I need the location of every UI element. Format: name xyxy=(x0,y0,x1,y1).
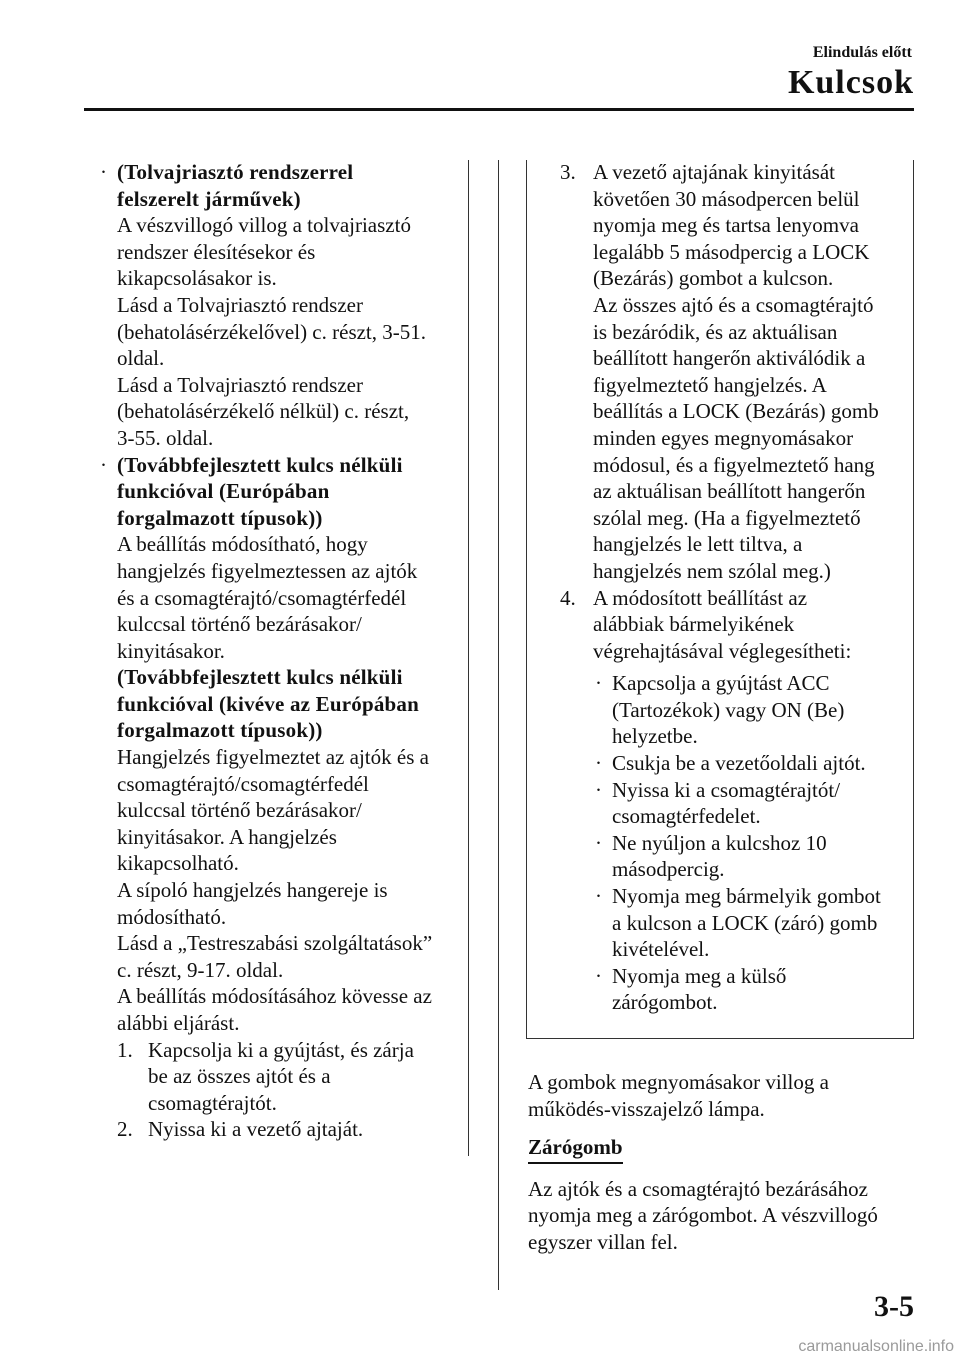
sub-bullet-any-button xyxy=(560,883,908,963)
step-number: 2. xyxy=(117,1117,133,1142)
text-line: végrehajtásával véglegesítheti: xyxy=(593,638,852,663)
bullet-heading: funkcióval (kivéve az Európában xyxy=(117,691,419,716)
text-line: A beállítás módosításához kövesse az xyxy=(117,984,432,1009)
text-line: beállított hangerőn aktiválódik a xyxy=(593,346,866,371)
text-line: csomagtérajtót. xyxy=(148,1090,277,1115)
text-line: Hangjelzés figyelmeztet az ajtók és a xyxy=(117,745,429,770)
text-line: A vezető ajtajának kinyitását xyxy=(593,160,835,184)
section-heading: Zárógomb xyxy=(528,1134,623,1164)
text-line: (behatolásérzékelővel) c. részt, 3-51. xyxy=(117,319,427,344)
text-line: figyelmeztető hangjelzés. A xyxy=(593,372,827,397)
text-line: szólal meg. (Ha a figyelmeztető xyxy=(593,505,861,530)
text-line: Az összes ajtó és a csomagtérajtó xyxy=(593,292,874,317)
text-line: kikapcsolásakor is. xyxy=(117,266,277,291)
step-number: 3. xyxy=(560,160,576,184)
bullet-heading: (Tolvajriasztó rendszerrel xyxy=(117,160,354,184)
step-4 xyxy=(560,585,908,665)
text-line: be az összes ajtót és a xyxy=(148,1064,331,1089)
bullet-dot: · xyxy=(595,671,602,696)
text-line: 3-55. oldal. xyxy=(117,425,214,450)
footer-watermark: carmanualsonline.info xyxy=(798,1338,954,1355)
text-line: legalább 5 másodpercig a LOCK xyxy=(593,239,870,264)
text-line: minden egyes megnyomásakor xyxy=(593,425,854,450)
text-line: beállítás a LOCK (Bezárás) gomb xyxy=(593,399,879,424)
column-divider xyxy=(498,160,499,1290)
text-line: Az ajtók és a csomagtérajtó bezárásához xyxy=(528,1176,868,1201)
text-line: (behatolásérzékelő nélkül) c. részt, xyxy=(117,399,410,424)
text-line: hangjelzés le lett tiltva, a xyxy=(593,532,803,557)
text-line: Kapcsolja a gyújtást ACC xyxy=(612,671,830,696)
bullet-heading: funkcióval (Európában xyxy=(117,479,330,504)
text-line: zárógombot. xyxy=(612,990,718,1015)
step-number: 4. xyxy=(560,585,576,610)
section-label: Elindulás előtt xyxy=(812,44,912,61)
bullet-heading: (Továbbfejlesztett kulcs nélküli xyxy=(117,665,403,690)
text-line: helyzetbe. xyxy=(612,724,698,749)
bullet-dot: · xyxy=(100,452,107,477)
bullet-heading: forgalmazott típusok)) xyxy=(117,718,323,743)
text-line: csomagtérajtó/csomagtérfedél xyxy=(117,771,369,796)
text-line: Nyissa ki a vezető ajtaját. xyxy=(148,1117,364,1142)
text-line: is bezáródik, és az aktuálisan xyxy=(593,319,838,344)
text-line: alábbiak bármelyikének xyxy=(593,612,795,637)
bullet-heading: forgalmazott típusok)) xyxy=(117,505,323,530)
text-line: Kapcsolja ki a gyújtást, és zárja xyxy=(148,1037,414,1062)
right-column xyxy=(560,159,908,1016)
sub-bullet-no-touch xyxy=(560,830,908,883)
text-line: Csukja be a vezetőoldali ajtót. xyxy=(612,751,866,776)
text-line: módosítható. xyxy=(117,904,227,929)
text-line: hangjelzés figyelmeztessen az ajtók xyxy=(117,558,418,583)
text-line: kinyitásakor. A hangjelzés xyxy=(117,824,337,849)
text-line: nyomja meg a zárógombot. A vészvillogó xyxy=(528,1203,878,1228)
text-line: nyomja meg és tartsa lenyomva xyxy=(593,213,859,238)
text-line: követően 30 másodpercen belül xyxy=(593,186,860,211)
text-line: rendszer élesítésekor és xyxy=(117,239,316,264)
text-line: kinyitásakor. xyxy=(117,638,225,663)
text-line: másodpercig. xyxy=(612,857,725,882)
text-line: az aktuálisan beállított hangerőn xyxy=(593,479,866,504)
left-column xyxy=(86,159,464,1143)
text-line: hangjelzés nem szólal meg.) xyxy=(593,558,831,583)
text-line: módosul, és a figyelmeztető hang xyxy=(593,452,875,477)
text-line: Lásd a Tolvajriasztó rendszer xyxy=(117,372,363,397)
sub-bullet-outer-lock xyxy=(560,963,908,1016)
left-column-rule xyxy=(468,160,469,1156)
text-line: Lásd a „Testreszabási szolgáltatások” xyxy=(117,931,433,956)
text-line: Nyissa ki a csomagtérajtót/ xyxy=(612,777,841,802)
text-line: A módosított beállítást az xyxy=(593,585,808,610)
bullet-alarm-vehicles xyxy=(86,159,464,452)
bottom-right-section xyxy=(528,1069,908,1256)
text-line: oldal. xyxy=(117,346,165,371)
text-line: Lásd a Tolvajriasztó rendszer xyxy=(117,292,363,317)
text-line: Nyomja meg bármelyik gombot xyxy=(612,884,881,909)
step-1 xyxy=(86,1037,464,1117)
text-line: (Tartozékok) vagy ON (Be) xyxy=(612,697,845,722)
text-line: kikapcsolható. xyxy=(117,851,239,876)
text-line: a kulcson a LOCK (záró) gomb xyxy=(612,910,878,935)
bullet-dot: · xyxy=(595,884,602,909)
step-3 xyxy=(560,159,908,585)
bullet-heading: (Továbbfejlesztett kulcs nélküli xyxy=(117,452,403,477)
text-line: és a csomagtérajtó/csomagtérfedél xyxy=(117,585,407,610)
bullet-heading: felszerelt járművek) xyxy=(117,186,301,211)
text-line: alábbi eljárást. xyxy=(117,1011,240,1035)
bullet-dot: · xyxy=(595,830,602,855)
spacer xyxy=(528,1122,908,1134)
text-line: kivételével. xyxy=(612,937,710,962)
text-line: Ne nyúljon a kulcshoz 10 xyxy=(612,830,827,855)
header-rule xyxy=(84,108,914,111)
text-line: csomagtérfedelet. xyxy=(612,804,761,829)
text-line: működés-visszajelző lámpa. xyxy=(528,1096,765,1121)
text-line: (Bezárás) gombot a kulcson. xyxy=(593,266,834,291)
bullet-dot: · xyxy=(100,160,107,184)
text-line: A gombok megnyomásakor villog a xyxy=(528,1070,829,1094)
text-line: egyszer villan fel. xyxy=(528,1229,678,1254)
text-line: A sípoló hangjelzés hangereje is xyxy=(117,878,388,903)
text-line: A beállítás módosítható, hogy xyxy=(117,532,368,557)
sub-bullet-ignition xyxy=(560,670,908,750)
spacer xyxy=(528,1164,908,1176)
text-line: Nyomja meg a külső xyxy=(612,963,787,988)
page-title: Kulcsok xyxy=(787,64,914,101)
sub-bullet-driver-door xyxy=(560,750,908,777)
bullet-dot: · xyxy=(595,963,602,988)
page-number: 3-5 xyxy=(874,1290,914,1323)
bullet-dot: · xyxy=(595,751,602,776)
text-line: c. részt, 9-17. oldal. xyxy=(117,957,284,982)
text-line: kulccsal történő bezárásakor/ xyxy=(117,798,362,823)
step-2 xyxy=(86,1116,464,1143)
step-number: 1. xyxy=(117,1037,133,1062)
text-line: kulccsal történő bezárásakor/ xyxy=(117,612,362,637)
bullet-keyless-europe xyxy=(86,452,464,1037)
sub-bullet-liftgate xyxy=(560,777,908,830)
bullet-dot: · xyxy=(595,777,602,802)
text-line: A vészvillogó villog a tolvajriasztó xyxy=(117,213,411,238)
